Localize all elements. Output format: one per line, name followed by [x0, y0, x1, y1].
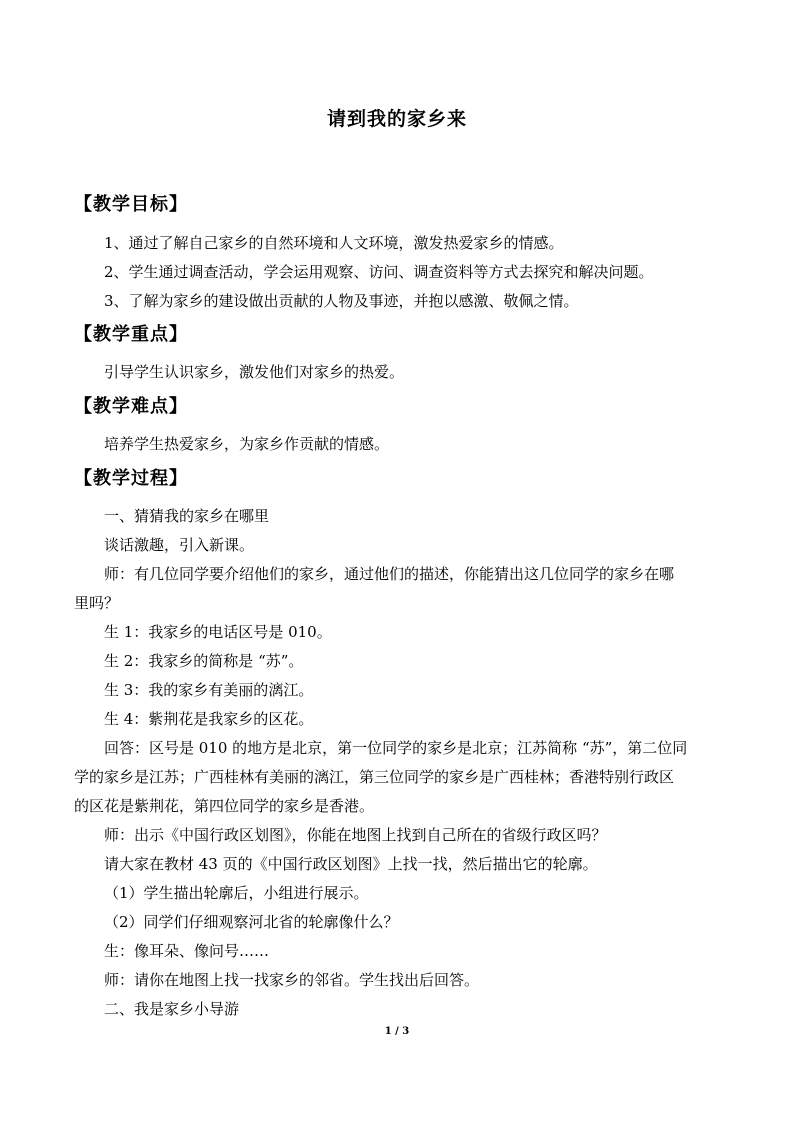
section-heading-process: 【教学过程】 [74, 468, 188, 489]
process-line-7: 生 3：我的家乡有美丽的漓江。 [104, 681, 314, 699]
process-line-12: 师：出示《中国行政区划图》，你能在地图上找到自己所在的省级行政区吗？ [104, 826, 607, 844]
process-line-10: 学的家乡是江苏；广西桂林有美丽的漓江，第三位同学的家乡是广西桂林；香港特别行政区 [74, 768, 675, 786]
process-line-14: （1）学生描出轮廓后，小组进行展示。 [104, 884, 369, 902]
process-line-1: 一、猜猜我的家乡在哪里 [104, 507, 270, 525]
process-line-4: 里吗？ [74, 594, 120, 612]
process-line-3: 师：有几位同学要介绍他们的家乡，通过他们的描述，你能猜出这几位同学的家乡在哪 [104, 565, 675, 583]
process-line-17: 师：请你在地图上找一找家乡的邻省。学生找出后回答。 [104, 971, 480, 989]
difficulty-line-1: 培养学生热爱家乡，为家乡作贡献的情感。 [104, 435, 390, 453]
page-number: 1 / 3 [384, 1026, 410, 1037]
process-line-13: 请大家在教材 43 页的《中国行政区划图》上找一找，然后描出它的轮廓。 [104, 855, 598, 873]
process-line-6: 生 2：我家乡的简称是 “苏”。 [104, 652, 304, 670]
process-line-15: （2）同学们仔细观察河北省的轮廓像什么？ [104, 913, 399, 931]
objective-line-1: 1、通过了解自己家乡的自然环境和人文环境，激发热爱家乡的情感。 [104, 234, 564, 252]
process-line-5: 生 1：我家乡的电话区号是 010。 [104, 623, 332, 641]
objective-line-3: 3、了解为家乡的建设做出贡献的人物及事迹，并抱以感激、敬佩之情。 [104, 292, 579, 310]
process-line-11: 的区花是紫荆花，第四位同学的家乡是香港。 [74, 797, 375, 815]
process-line-9: 回答：区号是 010 的地方是北京，第一位同学的家乡是北京；江苏简称 “苏”，第二位同 [104, 739, 688, 757]
section-heading-objectives: 【教学目标】 [74, 194, 188, 215]
process-line-16: 生：像耳朵、像问号…… [104, 942, 270, 960]
process-line-2: 谈话激趣，引入新课。 [104, 536, 255, 554]
section-heading-key-points: 【教学重点】 [74, 324, 188, 345]
objective-line-2: 2、学生通过调查活动，学会运用观察、访问、调查资料等方式去探究和解决问题。 [104, 263, 654, 281]
process-line-18: 二、我是家乡小导游 [104, 1000, 240, 1018]
section-heading-difficulties: 【教学难点】 [74, 396, 188, 417]
document-title: 请到我的家乡来 [326, 108, 467, 130]
key-point-line-1: 引导学生认识家乡，激发他们对家乡的热爱。 [104, 363, 405, 381]
process-line-8: 生 4：紫荆花是我家乡的区花。 [104, 710, 314, 728]
